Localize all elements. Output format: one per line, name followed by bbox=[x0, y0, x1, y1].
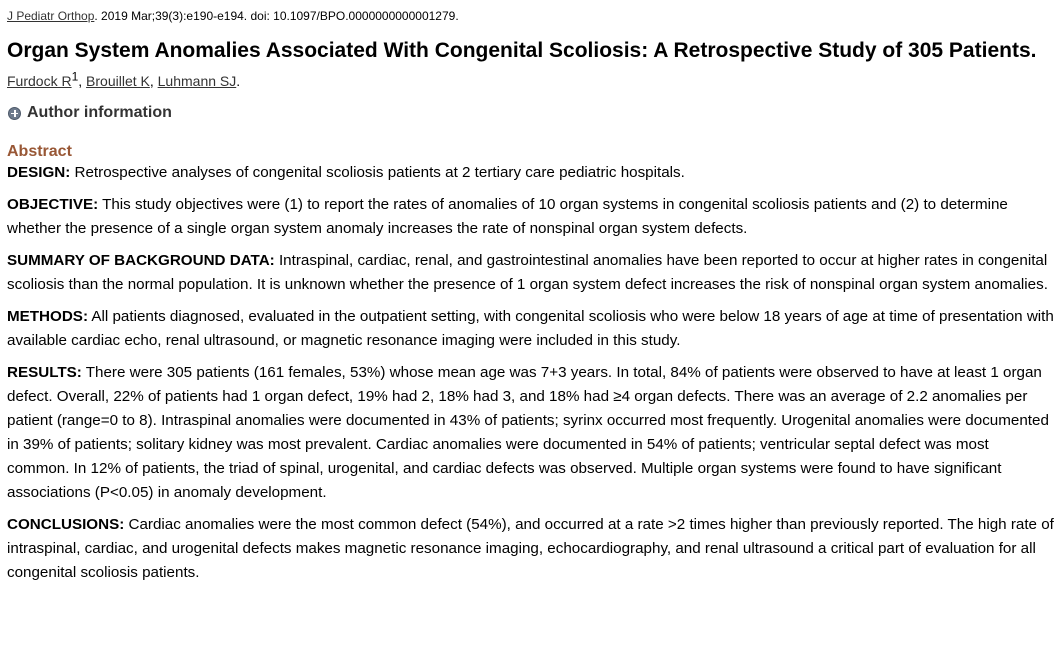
objective-label: OBJECTIVE: bbox=[7, 196, 99, 213]
author-separator: , bbox=[78, 73, 87, 89]
abstract-background bbox=[7, 249, 1055, 297]
author-link-furdock[interactable]: Furdock R bbox=[7, 73, 72, 89]
abstract-heading: Abstract bbox=[7, 143, 72, 160]
results-label: RESULTS: bbox=[7, 364, 82, 381]
article-title: Organ System Anomalies Associated With Congenital Scoliosis: A Retrospective Study of 305 Patients. bbox=[7, 39, 1037, 62]
abstract-results bbox=[7, 361, 1055, 505]
methods-label: METHODS: bbox=[7, 308, 88, 325]
conclusions-text: Cardiac anomalies were the most common defect (54%), and occurred at a rate >2 times higher than previously reported. The high rate of intraspinal, cardiac, and urogenital defects makes magnetic resonance imaging, echocardiography, and renal ultrasound a critical part of evaluation for all congenital scoliosis patients. bbox=[7, 516, 1054, 581]
plus-circle-icon[interactable] bbox=[8, 107, 21, 120]
abstract-design bbox=[7, 161, 1055, 185]
objective-text: This study objectives were (1) to report the rates of anomalies of 10 organ systems in congenital scoliosis patients and (2) to determine whether the presence of a single organ system anomaly increases the rate of nonspinal organ system defects. bbox=[7, 196, 1008, 237]
abstract-conclusions bbox=[7, 513, 1055, 585]
author-affiliation-sup: 1 bbox=[71, 69, 79, 84]
design-label: DESIGN: bbox=[7, 164, 71, 181]
author-link-luhmann[interactable]: Luhmann SJ bbox=[157, 73, 237, 89]
author-link-brouillet[interactable]: Brouillet K bbox=[86, 73, 150, 89]
author-list bbox=[7, 69, 1055, 90]
abstract-methods bbox=[7, 305, 1055, 353]
author-information-label: Author information bbox=[27, 104, 172, 121]
abstract-objective bbox=[7, 193, 1055, 241]
methods-text: All patients diagnosed, evaluated in the outpatient setting, with congenital scoliosis who were below 18 years of age at time of presentation with available cardiac echo, renal ultrasound, or magnetic resonance imaging were included in this study. bbox=[7, 308, 1054, 349]
design-text: Retrospective analyses of congenital scoliosis patients at 2 tertiary care pediatric hospitals. bbox=[70, 164, 685, 181]
results-text: There were 305 patients (161 females, 53%) whose mean age was 7+3 years. In total, 84% of patients were observed to have at least 1 organ defect. Overall, 22% of patients had 1 organ defect, 19% had 2, 18% had 3, and 18% had ≥4 organ defects. There was an average of 2.2 anomalies per patient (range=0 to 8). Intraspinal anomalies were documented in 43% of patients; syrinx occurred most frequently. Urogenital anomalies were documented in 39% of patients; solitary kidney was most prevalent. Cardiac anomalies were documented in 54% of patients; ventricular septal defect was most common. In 12% of patients, the triad of spinal, urogenital, and cardiac defects was observed. Multiple organ systems were found to have significant associations (P<0.05) in anomaly development. bbox=[7, 364, 1049, 501]
background-label: SUMMARY OF BACKGROUND DATA: bbox=[7, 252, 275, 269]
author-information-toggle[interactable] bbox=[7, 104, 1055, 122]
citation-line bbox=[7, 8, 1055, 24]
author-list-end: . bbox=[236, 73, 241, 89]
author-separator: , bbox=[149, 73, 158, 89]
background-text: Intraspinal, cardiac, renal, and gastrointestinal anomalies have been reported to occur at higher rates in congenital scoliosis than the normal population. It is unknown whether the presence of 1 organ system defect increases the risk of nonspinal organ system anomalies. bbox=[7, 252, 1048, 293]
journal-link[interactable]: J Pediatr Orthop bbox=[7, 9, 95, 23]
citation-details: . 2019 Mar;39(3):e190-e194. doi: 10.1097/BPO.0000000000001279. bbox=[94, 9, 459, 23]
conclusions-label: CONCLUSIONS: bbox=[7, 516, 125, 533]
